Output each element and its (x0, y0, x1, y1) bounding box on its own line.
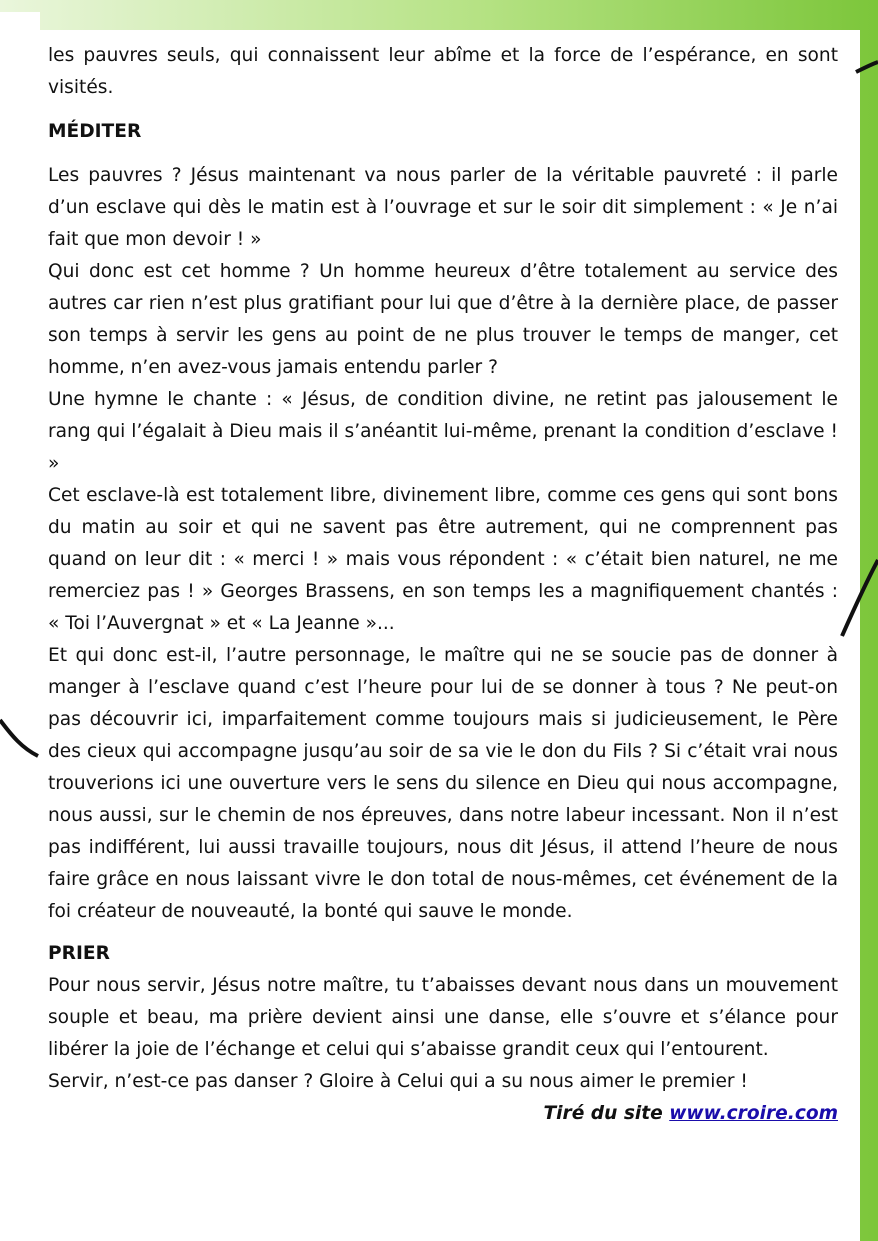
mediter-paragraph: Qui donc est cet homme ? Un homme heureux d’être totalement au service des autres car rien n’est plus gratifiant pour lui que d’être à la dernière place, de passer son temps à servir les gens au point de ne plus trouver le temps de manger, cet homme, n’en avez-vous jamais entendu parler ? (48, 261, 838, 378)
intro-paragraph: les pauvres seuls, qui connaissent leur abîme et la force de l’espérance, en sont visités. (48, 45, 838, 98)
source-link[interactable]: www.croire.com (669, 1103, 838, 1124)
mediter-paragraph: Une hymne le chante : « Jésus, de condition divine, ne retint pas jalousement le rang qui l’égalait à Dieu mais il s’anéantit lui-même, prenant la condition d’esclave ! » (48, 389, 838, 474)
mediter-paragraph: Cet esclave-là est totalement libre, divinement libre, comme ces gens qui sont bons du matin au soir et qui ne savent pas être autrement, qui ne comprennent pas quand on leur dit : « merci ! » mais vous répondent : « c’était bien naturel, ne me remerciez pas ! » Georges Brassens, en son temps les a magnifiquement chantés : « Toi l’Auvergnat » et « La Jeanne »... (48, 485, 838, 634)
prier-paragraph: Servir, n’est-ce pas danser ? Gloire à Celui qui a su nous aimer le premier ! (48, 1071, 748, 1092)
source-credit (48, 1098, 838, 1130)
mediter-paragraph: Et qui donc est-il, l’autre personnage, le maître qui ne se soucie pas de donner à manger à l’esclave quand c’est l’heure pour lui de se donner à tous ? Ne peut-on pas découvrir ici, imparfaitement comme toujours mais si judicieusement, le Père des cieux qui accompagne jusqu’au soir de sa vie le don du Fils ? Si c’était vrai nous trouverions ici une ouverture vers le sens du silence en Dieu qui nous accompagne, nous aussi, sur le chemin de nos épreuves, dans notre labeur incessant. Non il n’est pas indifférent, lui aussi travaille toujours, nous dit Jésus, il attend l’heure de nous faire grâce en nous laissant vivre le don total de nous-mêmes, cet événement de la foi créateur de nouveauté, la bonté qui sauve le monde. (48, 645, 838, 922)
prier-paragraph: Pour nous servir, Jésus notre maître, tu t’abaisses devant nous dans un mouvement souple et beau, ma prière devient ainsi une danse, elle s’ouvre et s’élance pour libérer la joie de l’échange et celui qui s’abaisse grandit ceux qui l’entourent. (48, 975, 838, 1060)
section-heading-prier: PRIER (48, 943, 110, 964)
credit-prefix: Tiré du site (543, 1103, 670, 1124)
document-body (48, 40, 838, 1130)
mediter-paragraph: Les pauvres ? Jésus maintenant va nous parler de la véritable pauvreté : il parle d’un esclave qui dès le matin est à l’ouvrage et sur le soir dit simplement : « Je n’ai fait que mon devoir ! » (48, 165, 838, 250)
section-heading-mediter: MÉDITER (48, 121, 142, 142)
